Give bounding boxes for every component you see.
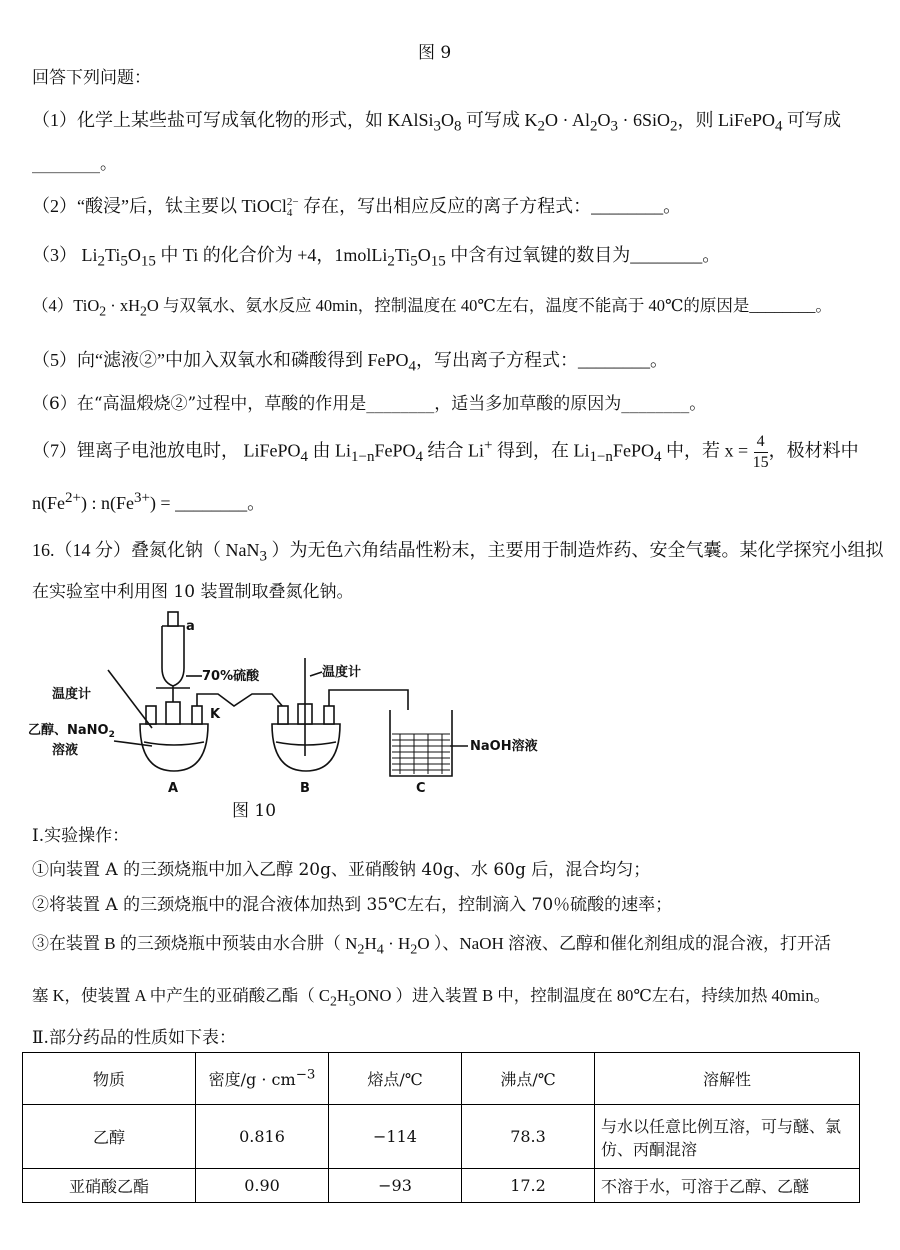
- cell-boiling-point: 17.2: [462, 1169, 595, 1203]
- intro-text: 回答下列问题：: [32, 68, 151, 88]
- header-melting-point: 熔点/℃: [329, 1053, 462, 1105]
- question-7: （7）锂离子电池放电时， LiFePO$_4$ 由 $Li_{1-n}FePO_4$ 结合 Li+ 得到，在 $Li_{1-n}FePO_4$ 中，若 x = $\frac{4}{15}$ ，极材料中: [32, 433, 859, 471]
- apparatus-figure-10: [22, 606, 562, 796]
- table-row: [23, 1105, 860, 1169]
- cell-boiling-point: 78.3: [462, 1105, 595, 1169]
- label-device-a: A: [168, 781, 179, 796]
- tube-a-b: [197, 694, 284, 708]
- header-substance: 物质: [23, 1053, 196, 1105]
- section-2-title: Ⅱ.部分药品的性质如下表：: [32, 1028, 236, 1048]
- beaker-c: [390, 710, 452, 776]
- question-7-line-2: $n(Fe^{2+})$ : $n(Fe^{3+})$ = ________。: [32, 490, 266, 513]
- label-solution-a-2: 溶液: [52, 743, 79, 758]
- label-k: K: [210, 707, 221, 722]
- figure-9-caption: 图 9: [418, 43, 452, 63]
- cell-melting-point: −93: [329, 1169, 462, 1203]
- question-16-line-2: 在实验室中利用图 10 装置制取叠氮化钠。: [32, 582, 354, 602]
- question-4: $(4)TiO_2 \cdot xH_2O$ 与双氧水、氨水反应 40min，控制温度在 40℃左右，温度不能高于 40℃的原因是________。: [32, 296, 832, 319]
- separatory-funnel: [162, 626, 184, 702]
- header-solubility: 溶解性: [595, 1053, 860, 1105]
- label-thermometer-b: 温度计: [322, 665, 362, 680]
- step-3: ③在装置 B 的三颈烧瓶中预装由水合肼（ $N_2H_4 \cdot H_2O$ ）、NaOH 溶液、乙醇和催化剂组成的混合液，打开活: [32, 934, 831, 958]
- label-device-c: C: [416, 781, 426, 796]
- question-5: （5）向“滤液②”中加入双氧水和磷酸得到 FePO$_4$，写出离子方程式：________。: [32, 350, 668, 375]
- figure-10-caption: 图 10: [232, 801, 277, 821]
- thermometer-a: [108, 670, 152, 728]
- question-6: （6）在“高温煅烧②”过程中，草酸的作用是________，适当多加草酸的原因为________。: [32, 394, 707, 414]
- question-2: （2）“酸浸”后，钛主要以 TiOCl 2− 4 存在，写出相应反应的离子方程式：________。: [32, 195, 682, 219]
- label-a-small: a: [186, 619, 195, 634]
- fraction-4-15: $\frac{4}{15}$: [752, 433, 769, 471]
- section-1-title: Ⅰ.实验操作：: [32, 826, 130, 846]
- question-1-line-2: ________。: [32, 154, 117, 174]
- step-1: ①向装置 A 的三颈烧瓶中加入乙醇 20g、亚硝酸钠 40g、水 60g 后，混合均匀；: [32, 860, 651, 880]
- cell-melting-point: −114: [329, 1105, 462, 1169]
- question-3: （3） $Li_2Ti_5O_{15}$ 中 Ti 的化合价为 +4，$1molLi_2Ti_5O_{15}$ 中含有过氧键的数目为________。: [32, 245, 721, 270]
- label-device-b: B: [300, 781, 310, 796]
- table-row: [23, 1169, 860, 1203]
- label-solution-a: 乙醇、NaNO$_2$: [28, 723, 115, 740]
- cell-density: 0.816: [196, 1105, 329, 1169]
- header-density: 密度$/g \cdot cm^{-3}$: [196, 1053, 329, 1105]
- step-3-line-2: 塞 K，使装置 A 中产生的亚硝酸乙酯（ $C_2H_5ONO$ ）进入装置 B 中，控制温度在 80℃左右，持续加热 40min。: [32, 986, 831, 1009]
- cell-solubility: 不溶于水，可溶于乙醇、乙醚: [595, 1169, 860, 1203]
- cell-solubility: 与水以任意比例互溶，可与醚、氯 仿、丙酮混溶: [595, 1105, 860, 1169]
- flask-b: [272, 724, 340, 771]
- flask-a: [140, 724, 208, 771]
- label-acid: 70%硫酸: [202, 669, 260, 684]
- cell-substance: 乙醇: [23, 1105, 196, 1169]
- question-16: 16.（14 分）叠氮化钠（ NaN$_3$ ）为无色六角结晶性粉末，主要用于制造炸药、安全气囊。某化学探究小组拟: [32, 540, 884, 565]
- properties-table: [22, 1052, 860, 1203]
- cell-density: 0.90: [196, 1169, 329, 1203]
- table-header-row: [23, 1053, 860, 1105]
- question-1: （1）化学上某些盐可写成氧化物的形式，如 $KAlSi_3O_8$ 可写成 $K_2O \cdot Al_2O_3 \cdot 6SiO_2$，则 LiFePO$_4$ 可写成: [32, 110, 842, 135]
- step-2: ②将装置 A 的三颈烧瓶中的混合液体加热到 35℃左右，控制滴入 70％硫酸的速率；: [32, 895, 673, 915]
- header-boiling-point: 沸点/℃: [462, 1053, 595, 1105]
- cell-substance: 亚硝酸乙酯: [23, 1169, 196, 1203]
- label-thermometer-a: 温度计: [52, 687, 92, 702]
- label-naoh: NaOH溶液: [470, 739, 538, 754]
